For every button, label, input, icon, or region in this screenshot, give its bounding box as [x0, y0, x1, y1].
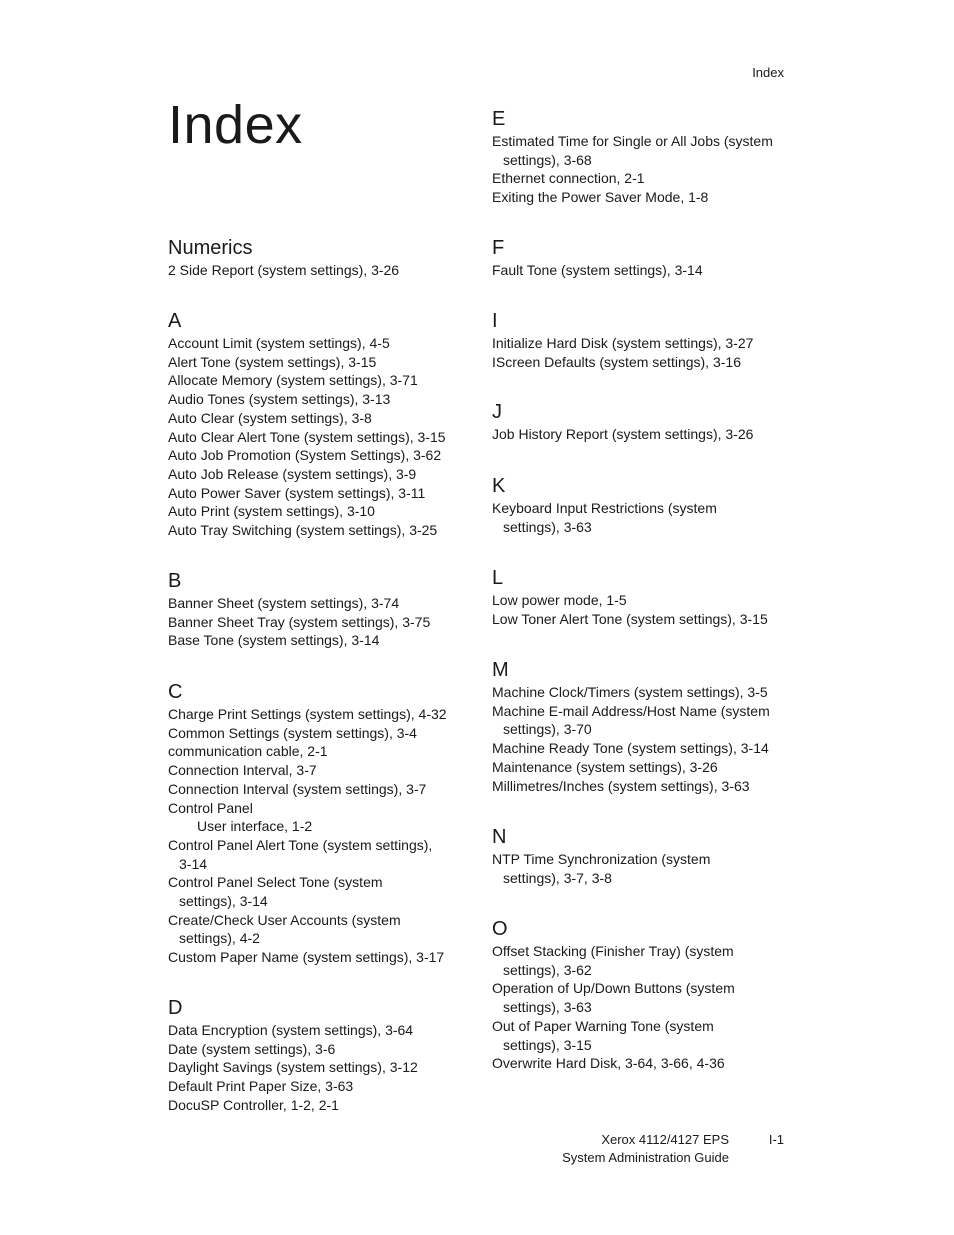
index-section	[492, 475, 792, 536]
index-section	[492, 659, 792, 795]
entry-text: DocuSP Controller, 1-2, 2-1	[168, 1096, 339, 1113]
entry-text: Auto Clear Alert Tone (system settings), 3-15	[168, 428, 446, 445]
index-section	[492, 401, 792, 444]
entry-text: Overwrite Hard Disk, 3-64, 3-66, 4-36	[492, 1055, 725, 1072]
entry-text: Account Limit (system settings), 4-5	[168, 335, 390, 351]
entry-continuation: settings), 3-70	[503, 721, 592, 738]
index-entry	[168, 705, 468, 724]
entry-text: Create/Check User Accounts (system	[168, 911, 401, 928]
index-section	[168, 310, 468, 540]
index-entry	[168, 724, 468, 743]
index-entry	[168, 390, 468, 409]
entry-text: Control Panel Select Tone (system	[168, 874, 383, 891]
footer-guide-name: System Administration Guide	[562, 1150, 729, 1165]
entry-text: Allocate Memory (system settings), 3-71	[168, 372, 418, 389]
entry-text: Control Panel	[168, 799, 253, 816]
index-entry	[492, 132, 792, 169]
index-entry	[492, 979, 792, 1016]
entry-continuation: settings), 3-63	[503, 999, 592, 1016]
index-entry	[168, 780, 468, 799]
entry-text: Auto Job Release (system settings), 3-9	[168, 465, 417, 482]
index-entry	[168, 353, 468, 372]
index-entry	[492, 777, 792, 796]
entry-text: 2 Side Report (system settings), 3-26	[168, 262, 400, 278]
entry-text: Keyboard Input Restrictions (system	[492, 500, 717, 516]
entry-text: Auto Print (system settings), 3-10	[168, 503, 375, 520]
entry-text: Job History Report (system settings), 3-26	[492, 426, 754, 442]
section-heading: L	[492, 567, 504, 589]
entry-text: Offset Stacking (Finisher Tray) (system	[492, 943, 734, 959]
running-head: Index	[752, 65, 784, 80]
section-heading: C	[168, 681, 183, 703]
entry-text: Control Panel Alert Tone (system settings),	[168, 836, 433, 853]
index-section	[492, 108, 792, 207]
entry-text: IScreen Defaults (system settings), 3-16	[492, 353, 741, 370]
index-entry	[492, 739, 792, 758]
entry-text: Initialize Hard Disk (system settings), 3-27	[492, 335, 754, 351]
section-heading: Numerics	[168, 237, 253, 259]
index-entry	[168, 911, 468, 948]
index-section	[492, 826, 792, 887]
entry-text: Fault Tone (system settings), 3-14	[492, 262, 703, 278]
footer-product	[562, 1131, 729, 1167]
index-entry	[168, 1077, 468, 1096]
index-entry	[168, 409, 468, 428]
index-entry	[168, 484, 468, 503]
index-entry	[168, 446, 468, 465]
index-entry	[168, 371, 468, 390]
section-heading: K	[492, 475, 506, 497]
index-entry	[168, 1096, 468, 1115]
index-entry	[168, 334, 468, 353]
index-entry	[492, 591, 792, 610]
section-heading: O	[492, 918, 508, 940]
index-entry	[168, 742, 468, 761]
index-entry	[492, 942, 792, 979]
index-entry	[168, 873, 468, 910]
index-entry	[492, 758, 792, 777]
index-entry	[492, 702, 792, 739]
entry-text: Operation of Up/Down Buttons (system	[492, 980, 735, 997]
entry-continuation: settings), 3-15	[503, 1036, 592, 1053]
entry-text: Estimated Time for Single or All Jobs (system	[492, 133, 773, 149]
entry-text: NTP Time Synchronization (system	[492, 851, 711, 867]
index-entry	[492, 610, 792, 629]
entry-continuation: settings), 3-68	[503, 151, 592, 168]
section-heading: I	[492, 310, 498, 332]
entry-text: Low Toner Alert Tone (system settings), 3-15	[492, 610, 768, 627]
section-heading: D	[168, 997, 183, 1019]
index-entry	[168, 261, 468, 280]
index-entry	[492, 850, 792, 887]
entry-text: Out of Paper Warning Tone (system	[492, 1017, 714, 1034]
entry-text: Connection Interval, 3-7	[168, 762, 317, 779]
entry-text: User interface, 1-2	[197, 818, 313, 835]
index-entry	[168, 836, 468, 873]
index-section	[492, 310, 792, 371]
entry-text: communication cable, 2-1	[168, 743, 328, 760]
index-subentry	[168, 817, 468, 836]
index-entry	[492, 169, 792, 188]
section-heading: B	[168, 570, 182, 592]
entry-text: Machine Clock/Timers (system settings), 3-5	[492, 684, 768, 700]
index-entry	[168, 1058, 468, 1077]
entry-text: Charge Print Settings (system settings), 4-32	[168, 706, 447, 722]
index-entry	[168, 502, 468, 521]
entry-continuation: settings), 4-2	[179, 930, 260, 947]
footer-page-number: I-1	[768, 1132, 784, 1147]
entry-continuation: settings), 3-7, 3-8	[503, 869, 612, 886]
section-heading: J	[492, 401, 502, 423]
entry-text: Exiting the Power Saver Mode, 1-8	[492, 189, 709, 206]
entry-text: Banner Sheet Tray (system settings), 3-75	[168, 613, 431, 630]
index-entry	[492, 1017, 792, 1054]
entry-text: Data Encryption (system settings), 3-64	[168, 1022, 414, 1038]
section-heading: A	[168, 310, 182, 332]
index-entry	[492, 499, 792, 536]
index-entry	[492, 353, 792, 372]
entry-text: Ethernet connection, 2-1	[492, 170, 645, 187]
index-entry	[168, 799, 468, 818]
entry-text: Connection Interval (system settings), 3-7	[168, 780, 427, 797]
entry-text: Daylight Savings (system settings), 3-12	[168, 1059, 418, 1076]
entry-continuation: settings), 3-62	[503, 961, 592, 978]
index-section	[492, 918, 792, 1073]
index-entry	[168, 1021, 468, 1040]
index-section	[492, 567, 792, 628]
footer-product-name: Xerox 4112/4127 EPS	[601, 1132, 729, 1147]
index-entry	[492, 425, 792, 444]
index-entry	[168, 1040, 468, 1059]
entry-text: Millimetres/Inches (system settings), 3-63	[492, 777, 750, 794]
index-entry	[168, 631, 468, 650]
section-heading: E	[492, 108, 506, 130]
section-heading: F	[492, 237, 505, 259]
index-entry	[168, 521, 468, 540]
entry-text: Auto Tray Switching (system settings), 3-25	[168, 522, 438, 539]
entry-text: Date (system settings), 3-6	[168, 1040, 336, 1057]
index-entry	[168, 594, 468, 613]
entry-text: Banner Sheet (system settings), 3-74	[168, 595, 400, 611]
index-entry	[492, 683, 792, 702]
entry-text: Maintenance (system settings), 3-26	[492, 758, 718, 775]
index-entry	[168, 428, 468, 447]
index-section	[168, 237, 468, 280]
entry-text: Custom Paper Name (system settings), 3-17	[168, 949, 445, 966]
entry-text: Auto Power Saver (system settings), 3-11	[168, 484, 426, 501]
entry-text: Alert Tone (system settings), 3-15	[168, 353, 377, 370]
entry-text: Common Settings (system settings), 3-4	[168, 724, 417, 741]
entry-text: Machine E-mail Address/Host Name (system	[492, 702, 770, 719]
section-heading: M	[492, 659, 509, 681]
index-section	[168, 997, 468, 1115]
entry-text: Auto Clear (system settings), 3-8	[168, 409, 372, 426]
entry-continuation: settings), 3-63	[503, 518, 592, 535]
index-entry	[168, 465, 468, 484]
index-section	[492, 237, 792, 280]
entry-text: Default Print Paper Size, 3-63	[168, 1078, 354, 1095]
index-section	[168, 570, 468, 650]
entry-continuation: settings), 3-14	[179, 893, 268, 910]
page-title: Index	[168, 95, 303, 155]
index-entry	[168, 613, 468, 632]
index-entry	[492, 188, 792, 207]
entry-text: Auto Job Promotion (System Settings), 3-62	[168, 447, 442, 464]
entry-continuation: 3-14	[179, 855, 208, 872]
index-entry	[492, 1054, 792, 1073]
entry-text: Low power mode, 1-5	[492, 592, 627, 608]
entry-text: Audio Tones (system settings), 3-13	[168, 391, 391, 408]
entry-text: Base Tone (system settings), 3-14	[168, 632, 380, 649]
entry-text: Machine Ready Tone (system settings), 3-14	[492, 740, 769, 757]
index-entry	[492, 334, 792, 353]
index-entry	[492, 261, 792, 280]
index-entry	[168, 761, 468, 780]
section-heading: N	[492, 826, 507, 848]
index-section	[168, 681, 468, 967]
index-entry	[168, 948, 468, 967]
